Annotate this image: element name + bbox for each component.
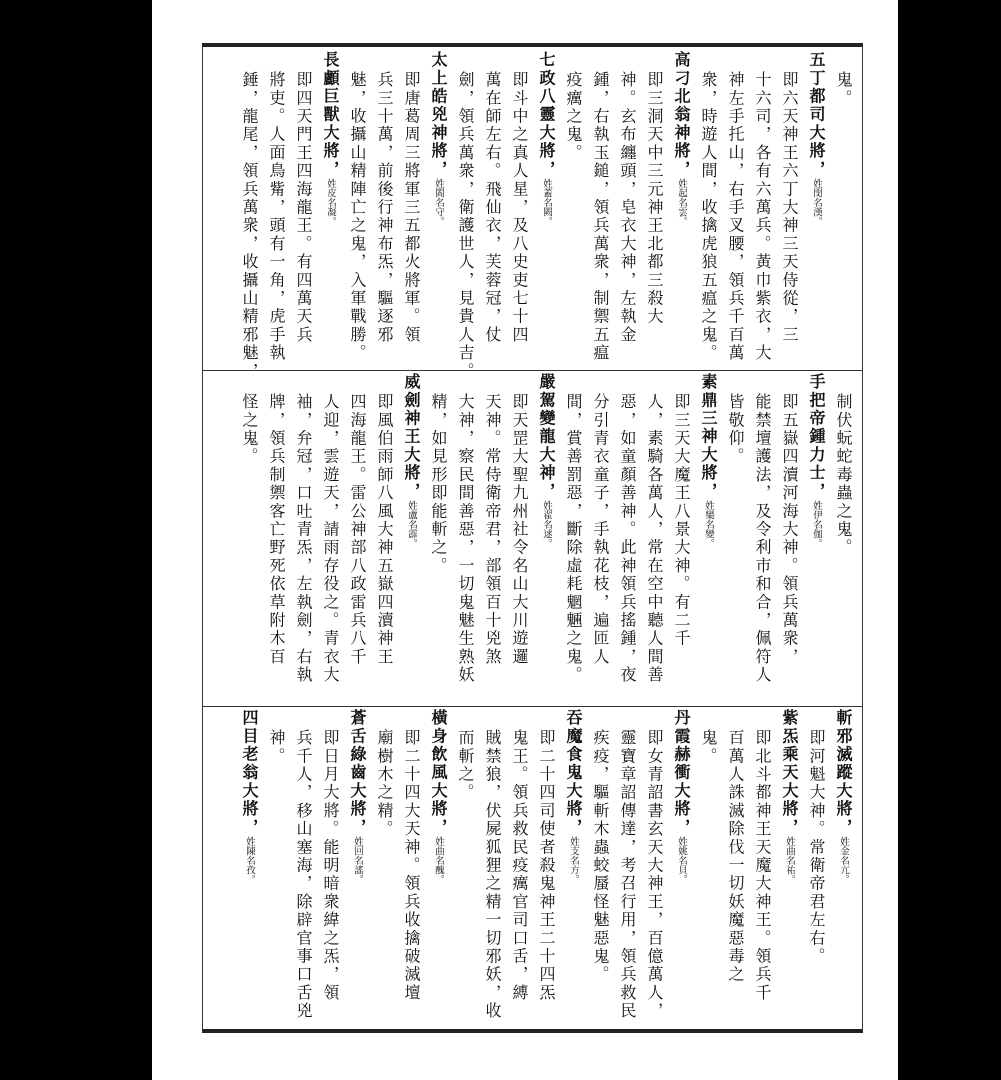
entry-title — [696, 373, 721, 705]
text-column — [723, 373, 748, 725]
text-column — [480, 373, 505, 725]
column-text: 鬼王。領兵救民疫癘官司口舌，縛 — [510, 729, 529, 1002]
column-text: 能禁壇護法，及令利市和合，佩符人 — [753, 393, 772, 685]
entry-surname-note: 姓欒名變。 — [703, 500, 714, 548]
text-column — [318, 709, 343, 1047]
text-column — [372, 51, 397, 389]
text-column — [642, 51, 667, 389]
entry-title-text: 素鼎三神大將， — [699, 373, 718, 501]
column-text: 即斗中之真人星，及八史吏七十四 — [510, 71, 529, 344]
column-text: 萬在師左右。飛仙衣，芙蓉冠，仗 — [483, 71, 502, 344]
entry-title-text: 威劍神王大將， — [402, 373, 421, 501]
column-text: 即二十四司使者殺鬼神王二十四炁 — [537, 729, 556, 1002]
column-text: 即四天門王四海龍王。有四萬天兵 — [294, 71, 313, 344]
column-text: 袖，弁冠，口吐青炁，左執劍，右執 — [294, 393, 313, 685]
column-text: 制伏蚖蛇毒蟲之鬼。 — [834, 393, 853, 557]
entry-surname-note: 姓回名謠。 — [352, 836, 363, 884]
text-column — [399, 709, 424, 1047]
column-text: 而斬之。 — [456, 729, 475, 802]
entry-title-text: 高刁北翁神將， — [672, 51, 691, 179]
column-text: 即日月大將。能明暗衆緯之炁，領 — [321, 729, 340, 1002]
entry-surname-note: 姓陳名孜。 — [244, 836, 255, 884]
text-column — [831, 373, 856, 725]
text-column — [561, 51, 586, 389]
entry-title-text: 丹霞赫衝大將， — [672, 709, 691, 837]
entry-title-text: 橫身飲風大將， — [429, 709, 448, 837]
entry-title — [669, 51, 694, 369]
entry-surname-note: 姓支名方。 — [568, 836, 579, 884]
column-text: 兵三十萬，前後行神布炁，驅逐邪 — [375, 71, 394, 344]
text-column — [615, 373, 640, 725]
text-column — [372, 709, 397, 1047]
column-text: 衆，時遊人間，收擒虎狼五瘟之鬼。 — [699, 71, 718, 363]
column-text: 人迎，雲遊天，請雨存役之。青衣大 — [321, 393, 340, 685]
entry-surname-note: 姓伊名伽。 — [811, 500, 822, 548]
entry-title-text: 四目老翁大將， — [240, 709, 259, 837]
column-text: 間，賞善罰惡，斷除虛耗魍魎之鬼。 — [564, 393, 583, 685]
column-text: 惡，如童顏善神。此神領兵搖鍾，夜 — [618, 393, 637, 685]
column-text: 四海龍王。雷公神部八政雷兵八千 — [348, 393, 367, 666]
column-text: 兵千人，移山塞海，除辟官事口舌兇 — [294, 729, 313, 1021]
text-column — [588, 709, 613, 1047]
entry-title-text: 太上皓兇神將， — [429, 51, 448, 179]
column-text: 人，素騎各萬人，常在空中聽人間善 — [645, 393, 664, 685]
text-column — [642, 373, 667, 725]
entry-surname-note: 姓閻名守。 — [433, 178, 444, 226]
text-column — [723, 51, 748, 389]
band-divider — [203, 370, 862, 371]
text-column — [561, 373, 586, 725]
text-column — [453, 51, 478, 389]
text-column — [804, 709, 829, 1047]
column-text: 即北斗都神王天魔大神王。領兵千 — [753, 729, 772, 1002]
text-column — [507, 51, 532, 389]
text-column — [696, 51, 721, 389]
text-band-bottom — [203, 709, 862, 1027]
entry-title — [561, 709, 586, 1027]
entry-surname-note: 姓姚名貝。 — [676, 836, 687, 884]
text-column — [588, 373, 613, 725]
text-column — [750, 51, 775, 389]
column-text: 牌，領兵制禦客亡野死依草附木百 — [267, 393, 286, 666]
text-column — [291, 51, 316, 389]
text-column — [237, 373, 262, 725]
entry-surname-note: 姓金名亢。 — [838, 836, 849, 884]
text-column — [777, 373, 802, 725]
text-column — [426, 373, 451, 725]
column-text: 鬼。 — [834, 71, 853, 108]
column-text: 神左手托山，右手叉腰，領兵千百萬 — [726, 71, 745, 363]
entry-title-text: 吞魔食鬼大將， — [564, 709, 583, 837]
entry-title — [534, 373, 559, 705]
text-column — [750, 373, 775, 725]
column-text: 疫癘之鬼。 — [564, 71, 583, 162]
entry-title-text: 手把帝鍾力士， — [807, 373, 826, 501]
column-text: 即風伯雨師八風大神五嶽四瀆神王 — [375, 393, 394, 666]
entry-title — [777, 709, 802, 1027]
entry-title — [669, 709, 694, 1027]
text-column — [372, 373, 397, 725]
entry-title — [426, 709, 451, 1027]
column-text: 怪之鬼。 — [240, 393, 259, 466]
column-text: 即三洞天中三元神王北都三殺大 — [645, 71, 664, 326]
text-column — [831, 51, 856, 389]
scanned-page — [152, 0, 898, 1080]
text-column — [615, 51, 640, 389]
text-column — [264, 373, 289, 725]
entry-title — [399, 373, 424, 705]
column-text: 分引青衣童子，手執花枝，遍匝人 — [591, 393, 610, 666]
column-text: 即三天大魔王八景大神。有二千 — [672, 393, 691, 648]
text-column — [507, 709, 532, 1047]
column-text: 神。玄布纏頭，皂衣大神，左執金 — [618, 71, 637, 344]
text-column — [453, 373, 478, 725]
column-text: 百萬人誅滅除伐一切妖魔惡毒之 — [726, 729, 745, 984]
text-column — [453, 709, 478, 1047]
column-text: 疾疫，驅斬木蟲蛟蜃怪魅惡鬼。 — [591, 729, 610, 984]
entry-title-text: 紫炁乘天大將， — [780, 709, 799, 837]
text-column — [750, 709, 775, 1047]
text-band-middle — [203, 373, 862, 705]
entry-surname-note: 姓盧名霹。 — [406, 500, 417, 548]
entry-surname-note: 姓翟名逑。 — [541, 500, 552, 548]
column-text: 即二十四大天神。領兵收擒破滅壇 — [402, 729, 421, 1002]
entry-title — [804, 373, 829, 705]
entry-surname-note: 姓曲名祐。 — [784, 836, 795, 884]
text-column — [264, 51, 289, 389]
column-text: 天神。常侍衛帝君，部領百十兇煞 — [483, 393, 502, 666]
text-column — [291, 373, 316, 725]
entry-title-text: 嚴駕變龍大神， — [537, 373, 556, 501]
entry-title — [534, 51, 559, 369]
text-column — [615, 709, 640, 1047]
column-text: 將吏。人面鳥觜，頭有一角，虎手執 — [267, 71, 286, 363]
column-text: 靈寶章詔傳達，考召行用，領兵救民 — [618, 729, 637, 1021]
entry-surname-note: 姓閔名漢。 — [811, 178, 822, 226]
entry-title — [426, 51, 451, 369]
column-text: 即唐葛周三將軍三五都火將軍。領 — [402, 71, 421, 344]
text-column — [723, 709, 748, 1047]
entry-title — [831, 709, 856, 1027]
text-column — [669, 373, 694, 725]
column-text: 魅，收攝山精陣亡之鬼，入軍戰勝。 — [348, 71, 367, 363]
text-column — [696, 709, 721, 1047]
entry-title-text: 斬邪滅蹤大將， — [834, 709, 853, 837]
entry-surname-note: 姓起名雲。 — [676, 178, 687, 226]
text-column — [345, 373, 370, 725]
column-text: 廟樹木之精。 — [375, 729, 394, 839]
text-column — [399, 51, 424, 389]
entry-title — [345, 709, 370, 1027]
column-text: 鬼。 — [699, 729, 718, 766]
text-column — [777, 51, 802, 389]
column-text: 精，如見形即能斬之。 — [429, 393, 448, 575]
column-text: 皆敬仰。 — [726, 393, 745, 466]
column-text: 即女青詔書玄天大神王，百億萬人， — [645, 729, 664, 1021]
text-column — [480, 709, 505, 1047]
text-column — [291, 709, 316, 1047]
text-band-top — [203, 51, 862, 381]
column-text: 賊禁狼，伏屍狐狸之精一切邪妖，收 — [483, 729, 502, 1021]
text-column — [588, 51, 613, 389]
column-text: 即天罡大聖九州社令名山大川遊邏 — [510, 393, 529, 666]
text-frame — [202, 43, 863, 1033]
text-column — [507, 373, 532, 725]
entry-title — [318, 51, 343, 369]
text-column — [345, 51, 370, 389]
column-text: 即六天神王六丁大神三天侍從，三 — [780, 71, 799, 344]
column-text: 即河魁大神。常衛帝君左右。 — [807, 729, 826, 966]
entry-title-text: 蒼舌綠齒大將， — [348, 709, 367, 837]
column-text: 鍾，右執玉鎚，領兵萬衆，制禦五瘟 — [591, 71, 610, 363]
column-text: 神。 — [267, 729, 286, 766]
column-text: 即五嶽四瀆河海大神。領兵萬衆， — [780, 393, 799, 666]
entry-title-text: 長顱巨獸大將， — [321, 51, 340, 179]
text-column — [264, 709, 289, 1047]
text-column — [480, 51, 505, 389]
entry-title-text: 七政八靈大將， — [537, 51, 556, 179]
entry-surname-note: 姓曲名醜。 — [433, 836, 444, 884]
column-text: 十六司，各有六萬兵。黃巾紫衣，大 — [753, 71, 772, 363]
entry-surname-note: 姓皮名凝。 — [325, 178, 336, 226]
text-column — [318, 373, 343, 725]
entry-title — [237, 709, 262, 1027]
column-text: 錘，龍尾，領兵萬衆，收攝山精邪魅， — [240, 71, 259, 381]
entry-title-text: 五丁都司大將， — [807, 51, 826, 179]
entry-title — [804, 51, 829, 369]
text-column — [237, 51, 262, 389]
column-text: 大神，察民間善惡，一切鬼魅生熟妖 — [456, 393, 475, 685]
band-divider — [203, 706, 862, 707]
entry-surname-note: 姓蓋名闕。 — [541, 178, 552, 226]
column-text: 劍，領兵萬衆，衛護世人，見貴人吉。 — [456, 71, 475, 381]
text-column — [534, 709, 559, 1047]
text-column — [642, 709, 667, 1047]
